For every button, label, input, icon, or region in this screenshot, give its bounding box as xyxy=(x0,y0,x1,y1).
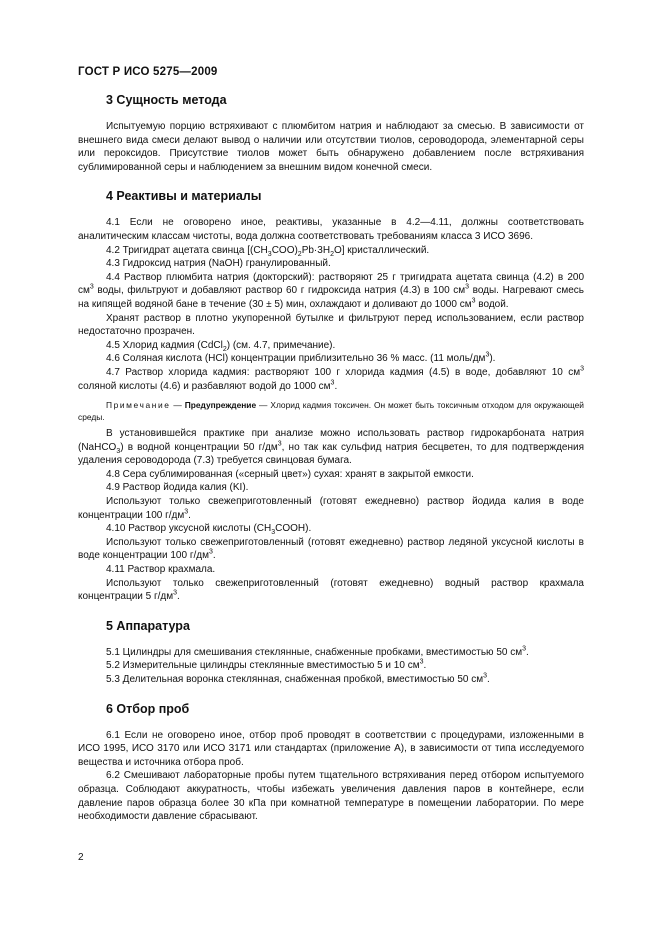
section-3-paragraph: Испытуемую порцию встряхивают с плюмбитом натрия и наблюдают за смесью. В зависимости от внешнего вида смеси делают вывод о наличии или отсутствии тиолов, сероводорода, элементарной серы или пероксидов. Присутствие тиолов может быть обнаружено добавлением после встряхивания сублимированной серы и наблюдением за внешним видом конечной смеси. xyxy=(78,121,584,173)
clause-4-1: 4.1 Если не оговорено иное, реактивы, указанные в 4.2—4.11, должны соответствовать аналитическим классам чистоты, вода должна соответствовать требованиям класса 3 ИСО 3696. xyxy=(78,217,584,242)
clause-6-2: 6.2 Смешивают лабораторные пробы путем тщательного встряхивания перед отбором испытуемого образца. Соблюдают аккуратность, чтобы избежать увеличения давления паров в контейнере, если давление паров образца более 30 кПа при комнатной температуре в помещении лаборатории. По мере необходимости давление сбрасывают. xyxy=(78,770,584,823)
document-body xyxy=(78,92,584,824)
page-number: 2 xyxy=(78,852,84,863)
bicarbonate-practice: В установившейся практике при анализе можно использовать раствор гидрокарбоната натрия (NaHCO$_3$) в водной концентрации 50 $г/дм^3$, но так как сульфид натрия бесцветен, то для подтверждения удаления сероводорода (7.3) требуется свинцовая бумага. xyxy=(78,428,584,467)
section-3-title: 3 Сущность метода xyxy=(106,93,227,107)
clause-4-9-text: Используют только свежеприготовленный (готовят ежедневно) раствор йодида калия в воде концентрации 100 $г/дм^3$. xyxy=(78,496,584,521)
clause-4-10-text: Используют только свежеприготовленный (готовят ежедневно) раствор ледяной уксусной кислоты в воде концентрации 100 $г/дм^3$. xyxy=(78,536,584,562)
clause-5-2: 5.2 Измерительные цилиндры стеклянные вместимостью 5 и 10 $см^3$. xyxy=(106,659,427,672)
clause-4-9: 4.9 Раствор йодида калия (KI). xyxy=(106,482,249,494)
clause-4-8: 4.8 Сера сублимированная («серный цвет») сухая: хранят в закрытой емкости. xyxy=(106,468,474,480)
clause-5-3: 5.3 Делительная воронка стеклянная, снабженная пробкой, вместимостью 50 $см^3$. xyxy=(106,672,490,685)
section-6-title: 6 Отбор проб xyxy=(106,701,190,716)
clause-6-1: 6.1 Если не оговорено иное, отбор проб проводят в соответствии с процедурами, изложенными в ИСО 1995, ИСО 3170 или ИСО 3171 или стандартах (приложение А), в зависимости от типа исследуемого вещества и источника отбора проб. xyxy=(78,729,584,768)
clause-4-5: 4.5 Хлорид кадмия (CdCl$_2$) (см. 4.7, примечание). xyxy=(106,339,336,353)
section-5-title: 5 Аппаратура xyxy=(106,618,190,633)
document-header: ГОСТ Р ИСО 5275—2009 xyxy=(78,66,218,78)
clause-4-2: 4.2 Тригидрат ацетата свинца $[(CH_3COO)_2Pb\cdot 3H_2O]$ кристаллический. xyxy=(106,244,430,258)
warning-note: Примечание — Предупреждение — Хлорид кадмия токсичен. Он может быть токсичным отходом для окружающей среды. xyxy=(78,400,584,423)
section-4-title: 4 Реактивы и материалы xyxy=(106,189,262,204)
clause-4-7: 4.7 Раствор хлорида кадмия: растворяют 100 г хлорида кадмия (4.5) в воде, добавляют 10 $см^3$ соляной кислоты (4.6) и разбавляют водой до 1000 $см^3$. xyxy=(78,365,584,392)
clause-4-4-storage: Хранят раствор в плотно укупоренной бутылке и фильтруют перед использованием, если раствор недостаточно прозрачен. xyxy=(78,312,584,338)
clause-4-11-text: Используют только свежеприготовленный (готовят ежедневно) водный раствор крахмала концентрации 5 $г/дм^3$. xyxy=(78,577,584,603)
clause-4-10: 4.10 Раствор уксусной кислоты $(CH_3COOH)$. xyxy=(106,523,312,537)
clause-4-11: 4.11 Раствор крахмала. xyxy=(106,564,216,576)
clause-4-3: 4.3 Гидроксид натрия (NaOH) гранулированный. xyxy=(106,258,331,270)
clause-5-1: 5.1 Цилиндры для смешивания стеклянные, снабженные пробками, вместимостью 50 $см^3$. xyxy=(106,645,529,658)
clause-4-6: 4.6 Соляная кислота (HCl) концентрации приблизительно 36 % масс. (11 моль/$дм^3$). xyxy=(106,351,496,365)
clause-4-4: 4.4 Раствор плюмбита натрия (докторский): растворяют 25 г тригидрата ацетата свинца (4.2) в 200 $см^3$ воды, фильтруют и добавляют раствор 60 г гидроксида натрия (4.3) в 100 $см^3$ воды. Нагревают смесь на кипящей водяной бане в течение (30 ± 5) мин, охлаждают и доливают до 1000 $см^3$ водой. xyxy=(78,271,584,310)
